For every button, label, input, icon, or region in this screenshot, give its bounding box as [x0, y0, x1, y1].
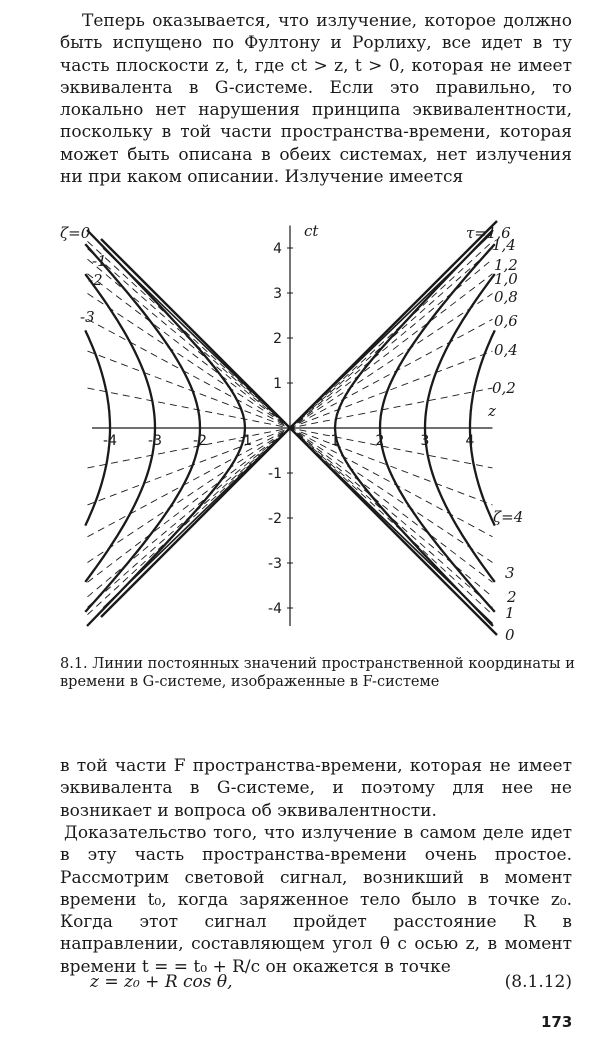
x-tick-label: 2	[375, 433, 385, 449]
z-axis-label: z	[488, 402, 496, 420]
x-tick-label: -2	[193, 433, 207, 449]
x-tick-label: 4	[465, 433, 475, 449]
tau-line-label: 0,8	[494, 288, 518, 306]
zeta-curve-label: -1	[92, 252, 107, 270]
diagram-lines	[85, 221, 497, 635]
equation-8-1-12	[90, 972, 572, 992]
tau-line-label: 1,0	[494, 270, 518, 288]
body-paragraph-2: в той части F пространства-времени, которая не имеет эквивалента в G-системе, и поэтому для нее не возникает и вопроса об эквивалентности.	[60, 756, 572, 821]
tau-line-label: 0,6	[494, 312, 518, 330]
y-tick-label: -2	[268, 511, 282, 527]
ct-axis-label: ct	[304, 222, 319, 240]
zeta-curve-label: 1	[505, 604, 515, 622]
page-number: 173	[541, 1013, 573, 1031]
x-tick-label: -3	[148, 433, 162, 449]
zeta-curve-label: ζ=0	[60, 224, 91, 242]
x-tick-label: 3	[420, 433, 430, 449]
figure-caption: 8.1. Линии постоянных значений пространственной координаты и времени в G-системе, изображенные в F-системе	[60, 656, 575, 690]
tau-line-label: 1,2	[494, 256, 518, 274]
zeta-curve-label: 3	[505, 564, 515, 582]
zeta-curve-label: -2	[88, 271, 103, 289]
body-paragraph-1: Теперь оказывается, что излучение, которое должно быть испущено по Фултону и Рорлиху, все идет в ту часть плоскости z, t, где ct > z, t > 0, которая не имеет эквивалента в G-системе. Если это правильно, то локально нет нарушения принципа эквивалентности, поскольку в той части пространства-времени, которая может быть описана в обеих системах, нет излучения ни при каком описании. Излучение имеется	[60, 11, 572, 188]
zeta-curve-label: 2	[507, 588, 517, 606]
y-tick-label: -1	[268, 466, 282, 482]
light-cone-line	[103, 232, 492, 608]
body-paragraph-3: Доказательство того, что излучение в самом деле идет в эту часть пространства-времени очень простое. Рассмотрим световой сигнал, возникший в момент времени t₀, когда заряженное тело было в точке z₀. Когда этот сигнал пройдет расстояние R в направлении, составляющем угол θ с осью z, в момент времени t = = t₀ + R/c он окажется в точке	[60, 823, 572, 977]
y-tick-label: 2	[273, 331, 282, 347]
zeta-curve-label: -3	[80, 308, 95, 326]
equation-number: (8.1.12)	[504, 972, 572, 992]
equation-body: z = z₀ + R cos θ,	[90, 972, 233, 992]
zeta-curve-label: 0	[505, 626, 515, 644]
y-tick-label: -4	[268, 601, 282, 617]
spacetime-diagram	[0, 200, 600, 650]
zeta-curve-label: ζ=4	[493, 508, 524, 526]
x-tick-label: -1	[238, 433, 252, 449]
tau-line-label: 1,4	[492, 236, 516, 254]
y-tick-label: 1	[273, 376, 282, 392]
y-tick-label: 3	[273, 286, 282, 302]
x-tick-label: 1	[330, 433, 340, 449]
x-tick-label: -4	[103, 433, 117, 449]
tau-line-label: τ=1,6	[466, 224, 511, 242]
y-tick-label: -3	[268, 556, 282, 572]
tau-line-label: 0,4	[494, 341, 518, 359]
tau-line-label: 0,2	[492, 379, 516, 397]
y-tick-label: 4	[273, 241, 282, 257]
